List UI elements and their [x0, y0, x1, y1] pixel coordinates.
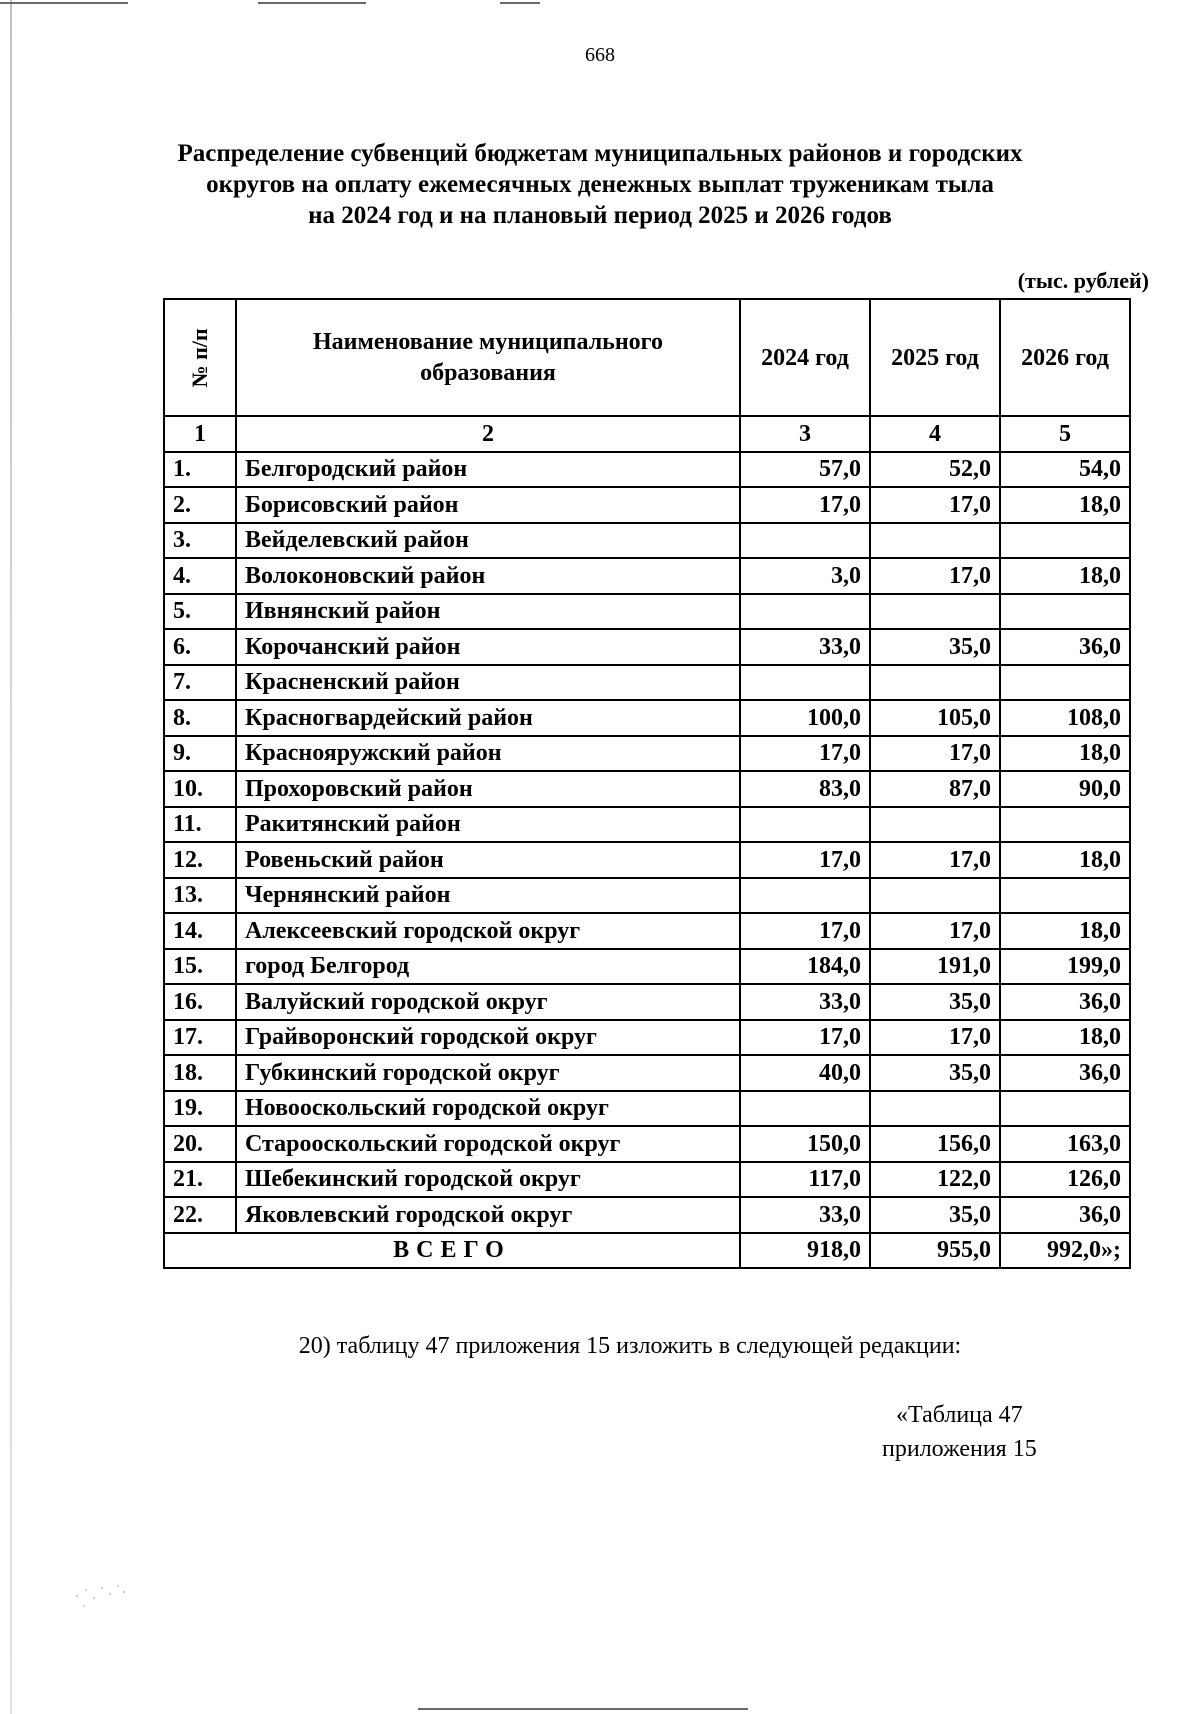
- row-number: 18.: [164, 1055, 236, 1091]
- value-2024: [740, 807, 870, 843]
- municipality-name: Чернянский район: [236, 878, 740, 914]
- value-2026: 90,0: [1000, 771, 1130, 807]
- value-2025: 122,0: [870, 1162, 1000, 1198]
- municipality-name: Яковлевский городской округ: [236, 1197, 740, 1233]
- row-number: 4.: [164, 558, 236, 594]
- table-row: [164, 1055, 1130, 1091]
- table-row: [164, 736, 1130, 772]
- table-reference-line: приложения 15: [882, 1436, 1037, 1462]
- total-2024: 918,0: [740, 1233, 870, 1269]
- table-row: [164, 523, 1130, 559]
- value-2026: 36,0: [1000, 1055, 1130, 1091]
- title-line: Распределение субвенций бюджетам муниципальных районов и городских: [177, 140, 1023, 167]
- scan-artifact-line: [418, 1708, 748, 1710]
- table-row: [164, 594, 1130, 630]
- value-2026: 18,0: [1000, 913, 1130, 949]
- value-2024: [740, 878, 870, 914]
- value-2024: 57,0: [740, 452, 870, 488]
- value-2025: [870, 665, 1000, 701]
- value-2026: [1000, 878, 1130, 914]
- table-row: [164, 558, 1130, 594]
- municipality-name: город Белгород: [236, 949, 740, 985]
- total-2025: 955,0: [870, 1233, 1000, 1269]
- table-row: [164, 1162, 1130, 1198]
- row-number: 5.: [164, 594, 236, 630]
- value-2024: 33,0: [740, 629, 870, 665]
- value-2025: [870, 1091, 1000, 1127]
- table-row: [164, 487, 1130, 523]
- page-number: 668: [585, 44, 615, 66]
- value-2026: [1000, 807, 1130, 843]
- table-row: [164, 984, 1130, 1020]
- value-2026: 108,0: [1000, 700, 1130, 736]
- total-row: [164, 1233, 1130, 1269]
- value-2024: [740, 523, 870, 559]
- table-reference-line: «Таблица 47: [896, 1402, 1023, 1428]
- municipality-name: Красногвардейский район: [236, 700, 740, 736]
- value-2024: [740, 1091, 870, 1127]
- row-number: 17.: [164, 1020, 236, 1056]
- scan-artifact-line: [258, 2, 366, 4]
- value-2025: 35,0: [870, 629, 1000, 665]
- row-number: 1.: [164, 452, 236, 488]
- row-number: 3.: [164, 523, 236, 559]
- value-2026: 163,0: [1000, 1126, 1130, 1162]
- value-2025: [870, 594, 1000, 630]
- value-2025: 52,0: [870, 452, 1000, 488]
- header-2024: 2024 год: [740, 299, 870, 416]
- table-row: [164, 913, 1130, 949]
- column-index: 1: [164, 416, 236, 452]
- municipality-name: Борисовский район: [236, 487, 740, 523]
- scan-artifact-line: [0, 2, 128, 4]
- document-title: [100, 138, 1100, 231]
- subvention-table: [163, 298, 1131, 1269]
- value-2026: 199,0: [1000, 949, 1130, 985]
- value-2026: [1000, 1091, 1130, 1127]
- value-2026: 54,0: [1000, 452, 1130, 488]
- header-num-label: № п/п: [187, 327, 212, 388]
- value-2024: 3,0: [740, 558, 870, 594]
- value-2024: 100,0: [740, 700, 870, 736]
- table-header-row: [164, 299, 1130, 416]
- value-2026: 18,0: [1000, 487, 1130, 523]
- column-index: 2: [236, 416, 740, 452]
- column-index-row: [164, 416, 1130, 452]
- table-row: [164, 771, 1130, 807]
- table-row: [164, 665, 1130, 701]
- value-2024: 17,0: [740, 487, 870, 523]
- municipality-name: Красненский район: [236, 665, 740, 701]
- title-line: округов на оплату ежемесячных денежных выплат труженикам тыла: [206, 171, 994, 198]
- scan-artifact-line: [500, 2, 540, 4]
- scan-speckles: [72, 1576, 142, 1616]
- value-2025: [870, 523, 1000, 559]
- table-row: [164, 878, 1130, 914]
- total-label: ВСЕГО: [164, 1233, 740, 1269]
- table-row: [164, 949, 1130, 985]
- row-number: 19.: [164, 1091, 236, 1127]
- column-index: 3: [740, 416, 870, 452]
- row-number: 21.: [164, 1162, 236, 1198]
- header-num: [164, 299, 236, 416]
- scan-edge: [10, 0, 12, 1714]
- value-2025: 17,0: [870, 913, 1000, 949]
- row-number: 2.: [164, 487, 236, 523]
- value-2024: 17,0: [740, 1020, 870, 1056]
- row-number: 13.: [164, 878, 236, 914]
- value-2025: 87,0: [870, 771, 1000, 807]
- value-2025: 35,0: [870, 1197, 1000, 1233]
- value-2026: 36,0: [1000, 984, 1130, 1020]
- value-2026: 126,0: [1000, 1162, 1130, 1198]
- municipality-name: Грайворонский городской округ: [236, 1020, 740, 1056]
- value-2025: 105,0: [870, 700, 1000, 736]
- table-row: [164, 1126, 1130, 1162]
- row-number: 16.: [164, 984, 236, 1020]
- value-2024: 150,0: [740, 1126, 870, 1162]
- header-2026: 2026 год: [1000, 299, 1130, 416]
- value-2024: [740, 665, 870, 701]
- table-row: [164, 452, 1130, 488]
- municipality-name: Ивнянский район: [236, 594, 740, 630]
- row-number: 20.: [164, 1126, 236, 1162]
- municipality-name: Краснояружский район: [236, 736, 740, 772]
- municipality-name: Ракитянский район: [236, 807, 740, 843]
- municipality-name: Волоконовский район: [236, 558, 740, 594]
- table-row: [164, 629, 1130, 665]
- value-2024: 33,0: [740, 984, 870, 1020]
- municipality-name: Губкинский городской округ: [236, 1055, 740, 1091]
- value-2026: 18,0: [1000, 736, 1130, 772]
- value-2025: 17,0: [870, 736, 1000, 772]
- value-2024: 184,0: [740, 949, 870, 985]
- row-number: 10.: [164, 771, 236, 807]
- value-2025: 35,0: [870, 984, 1000, 1020]
- table-row: [164, 1091, 1130, 1127]
- value-2025: 17,0: [870, 1020, 1000, 1056]
- municipality-name: Алексеевский городской округ: [236, 913, 740, 949]
- municipality-name: Прохоровский район: [236, 771, 740, 807]
- value-2025: 191,0: [870, 949, 1000, 985]
- value-2024: 40,0: [740, 1055, 870, 1091]
- municipality-name: Ровеньский район: [236, 842, 740, 878]
- table-row: [164, 807, 1130, 843]
- value-2025: [870, 807, 1000, 843]
- value-2024: 17,0: [740, 913, 870, 949]
- title-line: на 2024 год и на плановый период 2025 и 2026 годов: [308, 202, 892, 229]
- municipality-name: Старооскольский городской округ: [236, 1126, 740, 1162]
- value-2025: 17,0: [870, 842, 1000, 878]
- row-number: 6.: [164, 629, 236, 665]
- municipality-name: Вейделевский район: [236, 523, 740, 559]
- row-number: 11.: [164, 807, 236, 843]
- value-2024: 17,0: [740, 736, 870, 772]
- value-2026: 18,0: [1000, 558, 1130, 594]
- value-2024: [740, 594, 870, 630]
- row-number: 7.: [164, 665, 236, 701]
- value-2026: [1000, 594, 1130, 630]
- row-number: 22.: [164, 1197, 236, 1233]
- value-2025: 156,0: [870, 1126, 1000, 1162]
- total-2026: 992,0»;: [1000, 1233, 1130, 1269]
- value-2026: 36,0: [1000, 1197, 1130, 1233]
- municipality-name: Корочанский район: [236, 629, 740, 665]
- value-2026: [1000, 523, 1130, 559]
- value-2026: 18,0: [1000, 842, 1130, 878]
- table-reference: [882, 1398, 1037, 1466]
- instruction-text: 20) таблицу 47 приложения 15 изложить в следующей редакции:: [298, 1333, 962, 1359]
- value-2024: 117,0: [740, 1162, 870, 1198]
- value-2026: 18,0: [1000, 1020, 1130, 1056]
- value-2024: 33,0: [740, 1197, 870, 1233]
- table-row: [164, 700, 1130, 736]
- municipality-name: Валуйский городской округ: [236, 984, 740, 1020]
- municipality-name: Белгородский район: [236, 452, 740, 488]
- column-index: 5: [1000, 416, 1130, 452]
- value-2025: 17,0: [870, 558, 1000, 594]
- municipality-name: Шебекинский городской округ: [236, 1162, 740, 1198]
- row-number: 12.: [164, 842, 236, 878]
- value-2025: [870, 878, 1000, 914]
- value-2026: [1000, 665, 1130, 701]
- row-number: 9.: [164, 736, 236, 772]
- row-number: 14.: [164, 913, 236, 949]
- column-index: 4: [870, 416, 1000, 452]
- table-row: [164, 1197, 1130, 1233]
- value-2025: 17,0: [870, 487, 1000, 523]
- municipality-name: Новооскольский городской округ: [236, 1091, 740, 1127]
- table-row: [164, 1020, 1130, 1056]
- value-2025: 35,0: [870, 1055, 1000, 1091]
- value-2024: 83,0: [740, 771, 870, 807]
- units-label: (тыс. рублей): [1017, 268, 1149, 293]
- table-row: [164, 842, 1130, 878]
- header-2025: 2025 год: [870, 299, 1000, 416]
- header-name: Наименование муниципального образования: [236, 299, 740, 416]
- row-number: 8.: [164, 700, 236, 736]
- row-number: 15.: [164, 949, 236, 985]
- value-2024: 17,0: [740, 842, 870, 878]
- value-2026: 36,0: [1000, 629, 1130, 665]
